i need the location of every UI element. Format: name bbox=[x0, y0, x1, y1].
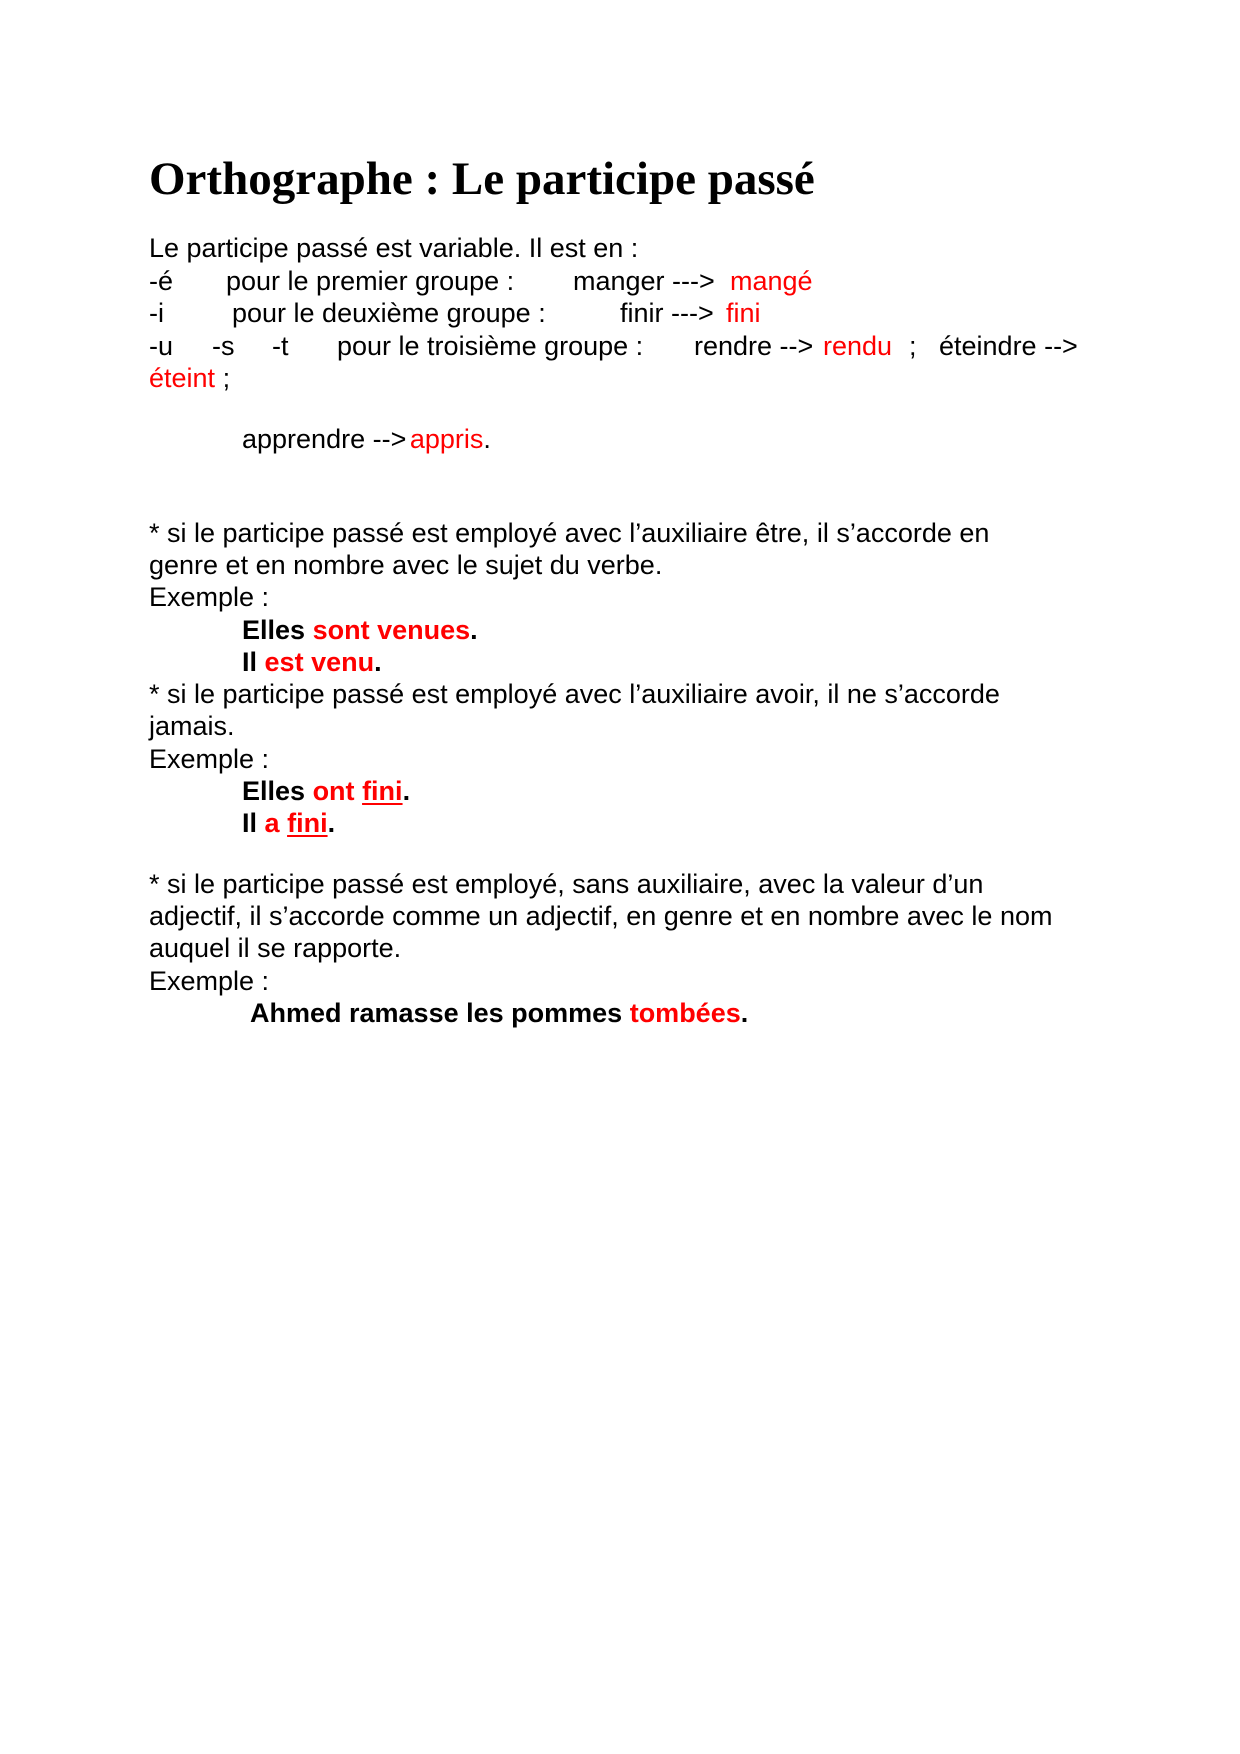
rule-infinitive: finir ---> bbox=[620, 298, 714, 328]
example-label: Exemple : bbox=[149, 744, 270, 774]
example-sentence: Il a fini. bbox=[242, 808, 336, 838]
section-etre-text: * si le participe passé est employé avec l’auxiliaire être, il s’accorde en bbox=[149, 518, 990, 548]
page-title: Orthographe : Le participe passé bbox=[149, 153, 815, 205]
rule-participle: fini bbox=[726, 298, 761, 328]
rule-ending-s: -s bbox=[212, 331, 235, 361]
rule-infinitive: apprendre --> bbox=[242, 424, 407, 454]
section-avoir-text: * si le participe passé est employé avec l’auxiliaire avoir, il ne s’accorde bbox=[149, 679, 1000, 709]
example-sentence: Il est venu. bbox=[242, 647, 382, 677]
section-adjectif-text: * si le participe passé est employé, sans auxiliaire, avec la valeur d’un bbox=[149, 869, 984, 899]
document-page bbox=[149, 0, 1109, 1754]
rule-separator: ; bbox=[222, 363, 231, 393]
rule-third-group-example: apprendre --> appris. bbox=[242, 424, 491, 454]
rule-participle: éteint bbox=[149, 363, 216, 393]
rule-participle: rendu bbox=[823, 331, 893, 361]
example-label: Exemple : bbox=[149, 582, 270, 612]
rule-ending: -é bbox=[149, 266, 174, 296]
section-etre-text: genre et en nombre avec le sujet du verbe. bbox=[149, 550, 663, 580]
section-adjectif-text: adjectif, il s’accorde comme un adjectif, en genre et en nombre avec le nom bbox=[149, 901, 1053, 931]
rule-participle: appris bbox=[409, 424, 484, 454]
rule-group: pour le premier groupe : bbox=[226, 266, 515, 296]
rule-infinitive: manger ---> bbox=[573, 266, 715, 296]
rule-ending-t: -t bbox=[272, 331, 289, 361]
rule-infinitive: éteindre --> bbox=[939, 331, 1078, 361]
section-avoir-text: jamais. bbox=[149, 711, 235, 741]
rule-participle: mangé bbox=[730, 266, 813, 296]
rule-separator: ; bbox=[909, 331, 917, 361]
rule-ending: -i bbox=[149, 298, 164, 328]
rule-ending-u: -u bbox=[149, 331, 174, 361]
intro-line: Le participe passé est variable. Il est en : bbox=[149, 233, 639, 263]
example-label: Exemple : bbox=[149, 966, 270, 996]
rule-infinitive: rendre --> bbox=[694, 331, 814, 361]
rule-third-group-cont bbox=[149, 362, 230, 394]
section-adjectif-text: auquel il se rapporte. bbox=[149, 933, 402, 963]
rule-group: pour le deuxième groupe : bbox=[232, 298, 546, 328]
example-sentence: Elles ont fini. bbox=[242, 776, 411, 806]
rule-group: pour le troisième groupe : bbox=[337, 331, 644, 361]
example-sentence: Elles sont venues. bbox=[242, 615, 478, 645]
example-sentence: Ahmed ramasse les pommes tombées. bbox=[250, 998, 749, 1028]
